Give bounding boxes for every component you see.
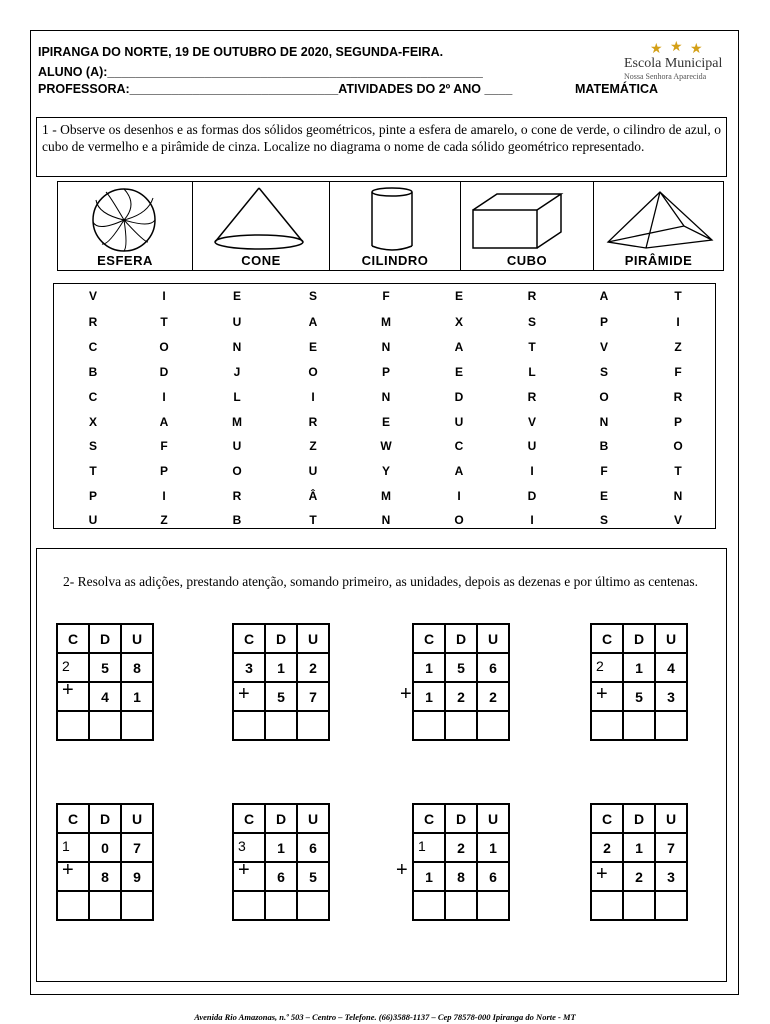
word-search-letter: S (599, 365, 608, 379)
digit: 5 (101, 659, 109, 676)
column-header: C (591, 624, 623, 653)
word-search-letter: I (162, 289, 166, 303)
star-icon: ★ (690, 40, 703, 56)
word-search-letter: O (308, 365, 318, 379)
word-search-letter: Z (674, 340, 682, 354)
digit-cell (121, 682, 153, 711)
digit-cell (655, 682, 687, 711)
digit-cell (413, 833, 445, 862)
digit-cell (121, 653, 153, 682)
answer-cell[interactable] (655, 891, 687, 920)
digit-cell (413, 862, 445, 891)
digit: 0 (101, 839, 109, 856)
carry-digit: 1 (62, 838, 70, 854)
word-search-letter: N (673, 489, 683, 503)
word-search-letter: N (381, 390, 391, 404)
word-search-letter: X (88, 415, 97, 429)
column-header: C (413, 804, 445, 833)
digit-cell (297, 682, 329, 711)
word-search-letter: A (308, 315, 318, 329)
column-header: C (57, 624, 89, 653)
answer-cell[interactable] (121, 891, 153, 920)
solid-piramide (593, 181, 724, 271)
plus-sign: + (596, 683, 608, 705)
word-search-letter: I (162, 390, 166, 404)
solid-label: ESFERA (97, 253, 153, 268)
digit-cell (477, 862, 509, 891)
word-search-letter: U (308, 464, 318, 478)
digit: 2 (489, 688, 497, 705)
carry-digit: 2 (596, 658, 604, 674)
column-header: U (121, 804, 153, 833)
word-search-letter: I (530, 464, 534, 478)
digit: 3 (667, 868, 675, 885)
solid-cilindro (329, 181, 461, 271)
word-search-letter: P (381, 365, 390, 379)
answer-cell[interactable] (121, 711, 153, 740)
word-search-letter: A (454, 464, 464, 478)
column-header: D (445, 804, 477, 833)
header-date: IPIRANGA DO NORTE, 19 DE OUTUBRO DE 2020, SEGUNDA-FEIRA. (38, 45, 444, 59)
solid-label: CUBO (506, 253, 548, 268)
word-search-letter: E (308, 340, 317, 354)
answer-cell[interactable] (445, 711, 477, 740)
word-search-letter: O (159, 340, 169, 354)
solid-cone (192, 181, 330, 271)
column-header: D (265, 804, 297, 833)
word-search-letter: D (527, 489, 537, 503)
word-search-letter: B (599, 439, 609, 453)
answer-cell[interactable] (655, 711, 687, 740)
answer-cell[interactable] (265, 891, 297, 920)
word-search-letter: M (232, 415, 242, 429)
digit-cell (591, 833, 623, 862)
digit-cell (591, 653, 623, 682)
column-header: C (233, 804, 265, 833)
answer-cell[interactable] (233, 891, 265, 920)
word-search-letter: W (380, 439, 392, 453)
word-search-letter: C (88, 340, 98, 354)
answer-cell[interactable] (623, 711, 655, 740)
digit-cell (233, 833, 265, 862)
digit: 3 (667, 688, 675, 705)
digit: 5 (309, 868, 317, 885)
digit-cell (655, 833, 687, 862)
digit: 5 (635, 688, 643, 705)
digit: 5 (277, 688, 285, 705)
column-header: D (265, 624, 297, 653)
word-search-letter: Y (381, 464, 390, 478)
word-search-letter: L (233, 390, 241, 404)
word-search-letter: P (599, 315, 608, 329)
footer-address: Avenida Rio Amazonas, n.º 503 – Centro – Telefone. (66)3588-1137 – Cep 78578-000 Ipiranga do Norte - MT (194, 1012, 576, 1022)
word-search-letter: E (381, 415, 390, 429)
plus-sign: + (400, 683, 412, 705)
digit-cell (265, 653, 297, 682)
column-header: C (57, 804, 89, 833)
digit: 6 (277, 868, 285, 885)
sphere-icon (58, 184, 194, 254)
word-search-letter: U (232, 315, 242, 329)
word-search-letter: T (528, 340, 536, 354)
word-search-letter: A (454, 340, 464, 354)
word-search-letter: N (381, 340, 391, 354)
carry-digit: 2 (62, 658, 70, 674)
addition-table (412, 803, 510, 921)
digit-cell (413, 653, 445, 682)
digit: 6 (309, 839, 317, 856)
word-search-letter: B (88, 365, 98, 379)
digit: 8 (101, 868, 109, 885)
digit: 8 (133, 659, 141, 676)
word-search-letter: F (674, 365, 682, 379)
digit: 2 (603, 839, 611, 856)
digit: 2 (309, 659, 317, 676)
digit-cell (655, 862, 687, 891)
digit: 2 (457, 688, 465, 705)
answer-cell[interactable] (89, 711, 121, 740)
cylinder-icon (330, 184, 462, 254)
word-search-letter: Z (160, 513, 168, 527)
header-subject: MATEMÁTICA (575, 82, 659, 96)
word-search-letter: O (599, 390, 609, 404)
digit-cell (89, 682, 121, 711)
digit-cell (57, 833, 89, 862)
digit-cell (297, 833, 329, 862)
digit-cell (121, 862, 153, 891)
solid-esfera (57, 181, 193, 271)
word-search-letter: E (599, 489, 608, 503)
digit-cell (413, 682, 445, 711)
question-2: 2- Resolva as adições, prestando atenção, somando primeiro, as unidades, depois as dezenas e por último as centenas. (63, 574, 699, 589)
column-header: U (121, 624, 153, 653)
column-header: D (89, 624, 121, 653)
word-search-letter: C (88, 390, 98, 404)
answer-cell[interactable] (445, 891, 477, 920)
solid-label: PIRÂMIDE (624, 253, 693, 268)
answer-cell[interactable] (413, 711, 445, 740)
word-search-letter: D (159, 365, 169, 379)
digit-cell (623, 653, 655, 682)
word-search-letter: L (528, 365, 536, 379)
word-search-letter: Z (309, 439, 317, 453)
answer-cell[interactable] (233, 711, 265, 740)
digit-cell (445, 653, 477, 682)
digit-cell (623, 862, 655, 891)
digit-cell (297, 653, 329, 682)
word-search-letter: V (527, 415, 536, 429)
answer-cell[interactable] (57, 711, 89, 740)
digit: 7 (309, 688, 317, 705)
digit: 1 (489, 839, 497, 856)
addition-table (590, 803, 688, 921)
word-search-letter: J (233, 365, 241, 379)
digit-cell (655, 653, 687, 682)
word-search-letter: E (454, 289, 463, 303)
digit: 1 (635, 839, 643, 856)
digit: 1 (425, 868, 433, 885)
word-search-letter: T (674, 289, 682, 303)
word-search-letter: U (88, 513, 98, 527)
pyramid-icon (594, 184, 725, 254)
digit: 1 (133, 688, 141, 705)
word-search-letter: F (382, 289, 390, 303)
word-search-letter: T (89, 464, 97, 478)
digit: 1 (635, 659, 643, 676)
word-search-letter: E (232, 289, 241, 303)
digit-cell (445, 862, 477, 891)
digit-cell (265, 862, 297, 891)
digit: 4 (667, 659, 675, 676)
word-search-letter: S (308, 289, 317, 303)
answer-cell[interactable] (591, 891, 623, 920)
carry-digit: 3 (238, 838, 246, 854)
word-search-letter: E (454, 365, 463, 379)
word-search-letter: F (160, 439, 168, 453)
word-search-letter: I (676, 315, 680, 329)
digit: 2 (457, 839, 465, 856)
cone-icon (193, 184, 331, 254)
word-search-letter: O (673, 439, 683, 453)
plus-sign: + (62, 679, 74, 701)
word-search-letter: U (454, 415, 464, 429)
word-search-letter: P (673, 415, 682, 429)
digit: 1 (277, 839, 285, 856)
star-icon: ★ (670, 38, 683, 54)
word-search-letter: S (527, 315, 536, 329)
digit-cell (445, 833, 477, 862)
word-search-letter: U (527, 439, 537, 453)
column-header: U (477, 624, 509, 653)
digit: 7 (667, 839, 675, 856)
word-search-letter: R (88, 315, 98, 329)
column-header: U (297, 804, 329, 833)
digit: 3 (245, 659, 253, 676)
solids-strip (57, 181, 724, 271)
solid-label: CONE (241, 253, 281, 268)
word-search-letter: R (527, 289, 537, 303)
digit-cell (57, 653, 89, 682)
word-search-letter: B (232, 513, 242, 527)
word-search-letter: R (308, 415, 318, 429)
digit-cell (297, 862, 329, 891)
digit-cell (265, 833, 297, 862)
digit: 1 (277, 659, 285, 676)
logo-subtitle: Nossa Senhora Aparecida (624, 72, 707, 81)
column-header: D (445, 624, 477, 653)
digit: 5 (457, 659, 465, 676)
column-header: C (591, 804, 623, 833)
plus-sign: + (396, 859, 408, 881)
word-search-letter: M (381, 315, 391, 329)
answer-cell[interactable] (591, 711, 623, 740)
digit: 6 (489, 659, 497, 676)
column-header: U (655, 804, 687, 833)
word-search-letter: O (232, 464, 242, 478)
column-header: U (297, 624, 329, 653)
word-search-letter: N (381, 513, 391, 527)
answer-cell[interactable] (413, 891, 445, 920)
star-icon: ★ (650, 40, 663, 56)
answer-cell[interactable] (265, 711, 297, 740)
plus-sign: + (238, 859, 250, 881)
addition-table (232, 623, 330, 741)
answer-cell[interactable] (297, 711, 329, 740)
word-search-letter: R (673, 390, 683, 404)
digit-cell (477, 833, 509, 862)
column-header: C (413, 624, 445, 653)
addition-table (412, 623, 510, 741)
word-search-letter: S (88, 439, 97, 453)
word-search-letter: V (599, 340, 608, 354)
word-search-letter: S (599, 513, 608, 527)
column-header: C (233, 624, 265, 653)
word-search-letter: T (160, 315, 168, 329)
digit-cell (89, 833, 121, 862)
digit: 2 (635, 868, 643, 885)
word-search-letter: A (159, 415, 169, 429)
word-search-letter: R (527, 390, 537, 404)
word-search-letter: T (309, 513, 317, 527)
digit-cell (233, 653, 265, 682)
word-search-grid (53, 283, 716, 529)
answer-cell[interactable] (89, 891, 121, 920)
column-header: D (89, 804, 121, 833)
digit: 9 (133, 868, 141, 885)
column-header: U (477, 804, 509, 833)
digit-cell (89, 653, 121, 682)
school-logo (620, 40, 740, 84)
answer-cell[interactable] (477, 891, 509, 920)
word-search-letter: T (674, 464, 682, 478)
digit-cell (121, 833, 153, 862)
answer-cell[interactable] (477, 711, 509, 740)
word-search-letter: C (454, 439, 464, 453)
word-search-letter: A (599, 289, 609, 303)
plus-sign: + (62, 859, 74, 881)
digit: 8 (457, 868, 465, 885)
word-search-letter: D (454, 390, 464, 404)
digit: 1 (425, 688, 433, 705)
addition-table (590, 623, 688, 741)
solid-cubo (460, 181, 594, 271)
digit: 7 (133, 839, 141, 856)
answer-cell[interactable] (297, 891, 329, 920)
digit-cell (445, 682, 477, 711)
word-search-letter: F (600, 464, 608, 478)
digit-cell (623, 682, 655, 711)
column-header: D (623, 624, 655, 653)
digit-cell (477, 682, 509, 711)
column-header: D (623, 804, 655, 833)
digit: 4 (101, 688, 109, 705)
word-search-letter: O (454, 513, 464, 527)
word-search-letter: U (232, 439, 242, 453)
cube-icon (461, 184, 595, 254)
word-search-letter: V (88, 289, 97, 303)
digit-cell (265, 682, 297, 711)
carry-digit: 1 (418, 838, 426, 854)
plus-sign: + (238, 683, 250, 705)
question-1: 1 - Observe os desenhos e as formas dos sólidos geométricos, pinte a esfera de amarelo, o cone de verde, o cilindro de azul, o cubo de vermelho e a pirâmide de cinza. Localize no diagrama o nome de cada sólido geométrico representado. (36, 117, 727, 177)
logo-title: Escola Municipal (624, 56, 723, 71)
digit: 1 (425, 659, 433, 676)
word-search-letter: Â (308, 489, 318, 503)
word-search-letter: R (232, 489, 242, 503)
word-search-letter: I (530, 513, 534, 527)
word-search-letter: I (457, 489, 461, 503)
solid-label: CILINDRO (361, 253, 429, 268)
word-search-letter: V (673, 513, 682, 527)
header-aluno: ALUNO (A):______________________________________________________ (38, 65, 483, 79)
word-search-letter: P (159, 464, 168, 478)
column-header: U (655, 624, 687, 653)
digit: 6 (489, 868, 497, 885)
word-search-letter: X (454, 315, 463, 329)
digit-cell (477, 653, 509, 682)
digit-cell (89, 862, 121, 891)
digit-cell (623, 833, 655, 862)
header-professora: PROFESSORA:______________________________ATIVIDADES DO 2º ANO ____ (38, 82, 513, 96)
plus-sign: + (596, 863, 608, 885)
word-search-letter: N (232, 340, 242, 354)
word-search-letter: I (311, 390, 315, 404)
word-search-letter: M (381, 489, 391, 503)
word-search-letter: P (88, 489, 97, 503)
answer-cell[interactable] (57, 891, 89, 920)
answer-cell[interactable] (623, 891, 655, 920)
word-search-letter: N (599, 415, 609, 429)
word-search-letter: I (162, 489, 166, 503)
